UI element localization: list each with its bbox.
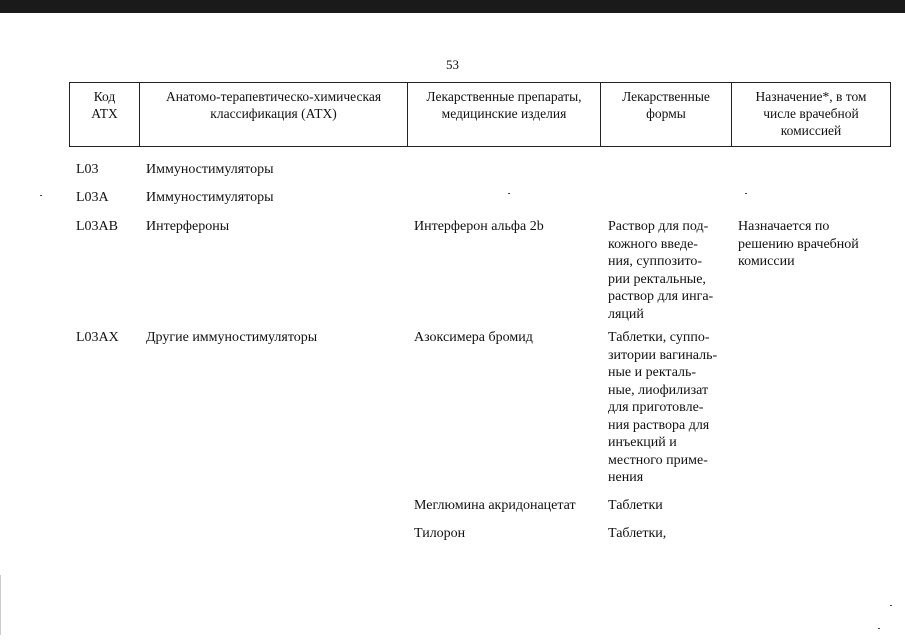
scan-speck [745, 193, 747, 194]
header-forms-label: Лекарственные формы [622, 89, 710, 121]
header-forms [601, 83, 732, 146]
header-purpose [732, 83, 890, 146]
row-l03-atc: Иммуностимуляторы [146, 162, 274, 177]
row-l03ab-code: L03AB [76, 219, 118, 234]
header-atc [140, 83, 408, 146]
row-l03ax-drug: Азоксимера бромид [414, 330, 533, 345]
table-header [69, 82, 891, 147]
scan-speck [40, 195, 42, 196]
row-l03ab-form: Раствор для под- кожного введе- ния, суппозито- рии ректальные, раствор для инга- ляций [608, 219, 714, 322]
scan-left-edge [0, 575, 1, 635]
row-l03ax-form: Таблетки, суппо- зитории вагиналь- ные и ректаль- ные, лиофилизат для приготовле- ния раствора для инъекций и местного приме- нения [608, 330, 718, 485]
scan-speck [890, 605, 892, 606]
row-l03a-atc: Иммуностимуляторы [146, 190, 274, 205]
row-tilorone-form: Таблетки, [608, 526, 667, 541]
header-drugs-label: Лекарственные препараты, медицинские изделия [426, 89, 582, 121]
header-code [70, 83, 140, 146]
header-code-label: Код АТХ [91, 89, 118, 121]
row-l03-code: L03 [76, 162, 99, 177]
header-purpose-label: Назначение*, в том числе врачебной комиссией [755, 89, 867, 138]
scan-speck [508, 193, 510, 194]
row-tilorone-drug: Тилорон [414, 526, 466, 541]
row-meglumine-drug: Меглюмина акридонацетат [414, 498, 576, 513]
row-l03ab-note: Назначается по решению врачебной комиссии [738, 219, 859, 269]
row-l03ab-drug: Интерферон альфа 2b [414, 219, 544, 234]
header-atc-label: Анатомо-терапевтическо-химическая классификация (АТХ) [165, 89, 382, 121]
page-number: 53 [446, 57, 459, 72]
row-l03ab-atc: Интерфероны [146, 219, 230, 234]
scan-top-edge [0, 0, 905, 13]
header-drugs [408, 83, 601, 146]
row-meglumine-form: Таблетки [608, 498, 663, 513]
row-l03a-code: L03A [76, 190, 109, 205]
scan-speck [878, 628, 880, 629]
row-l03ax-code: L03AX [76, 330, 119, 345]
row-l03ax-atc: Другие иммуностимуляторы [146, 330, 318, 345]
